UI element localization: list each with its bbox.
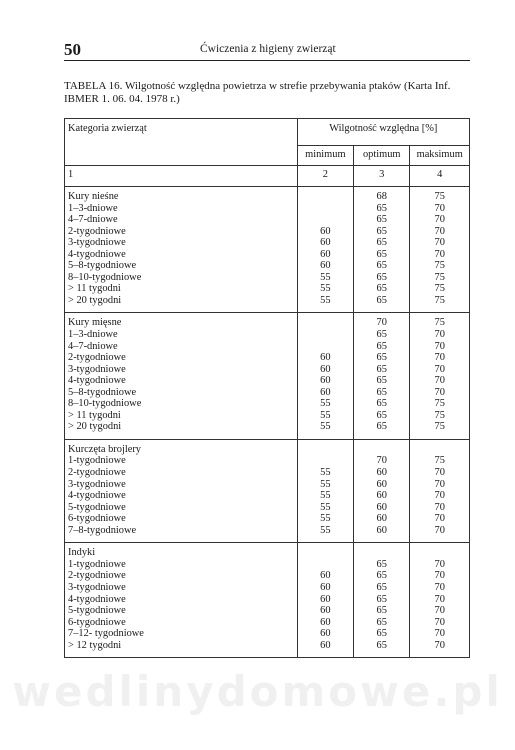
row-label: 3-tygodniowe: [68, 363, 126, 375]
row-value: 65: [376, 398, 387, 410]
row-value: [298, 203, 353, 215]
row-label: 7–12- tygodniowe: [68, 628, 144, 640]
optimum-cell: [354, 313, 410, 439]
row-value: 55: [320, 283, 331, 295]
row-value: 60: [376, 490, 387, 502]
row-value: [298, 341, 353, 353]
row-value: 75: [434, 294, 445, 306]
minimum-cell: [297, 439, 353, 542]
table-group-row: [65, 543, 470, 658]
row-value: [298, 329, 353, 341]
row-value: 55: [320, 271, 331, 283]
row-value: 65: [376, 340, 387, 352]
row-value: 65: [376, 593, 387, 605]
row-value: 65: [376, 352, 387, 364]
table-caption: [64, 80, 470, 106]
row-label: Kury nieśne: [68, 191, 119, 202]
row-value: 65: [376, 271, 387, 283]
row-value: 65: [376, 409, 387, 421]
row-value: [354, 547, 409, 559]
row-value: 70: [434, 581, 445, 593]
row-value: 65: [376, 616, 387, 628]
row-value: 55: [320, 524, 331, 536]
row-value: 70: [434, 570, 445, 582]
row-value: 55: [320, 409, 331, 421]
header-minimum: minimum: [297, 146, 353, 166]
row-value: 70: [434, 386, 445, 398]
row-value: 70: [434, 375, 445, 387]
row-value: 70: [434, 352, 445, 364]
row-value: [298, 559, 353, 571]
row-value: 70: [434, 616, 445, 628]
row-value: 75: [434, 271, 445, 283]
row-value: 65: [376, 639, 387, 651]
row-value: 65: [376, 363, 387, 375]
row-label: 2-tygodniowe: [68, 570, 126, 582]
row-value: 60: [376, 501, 387, 513]
minimum-cell: [297, 187, 353, 313]
header-optimum: optimum: [354, 146, 410, 166]
row-value: [298, 455, 353, 467]
row-label: 1–3-dniowe: [68, 329, 118, 341]
row-value: 70: [434, 558, 445, 570]
table-group-row: [65, 313, 470, 439]
row-value: 55: [320, 478, 331, 490]
row-value: [298, 444, 353, 456]
row-value: 70: [434, 202, 445, 214]
row-value: 75: [434, 317, 445, 329]
row-value: [298, 214, 353, 226]
row-value: 55: [320, 294, 331, 306]
row-value: 75: [434, 260, 445, 272]
row-value: 70: [434, 524, 445, 536]
row-value: 65: [376, 260, 387, 272]
row-label: Indyki: [68, 547, 96, 559]
running-title: Ćwiczenia z higieny zwierząt: [200, 43, 336, 55]
row-label: > 20 tygodni: [68, 421, 122, 433]
row-label: 4-tygodniowe: [68, 375, 126, 387]
row-value: 70: [434, 248, 445, 260]
row-label: Kury mięsne: [68, 317, 122, 329]
row-value: 75: [434, 191, 445, 202]
row-value: 65: [376, 421, 387, 433]
row-label: 5–8-tygodniowe: [68, 386, 137, 398]
row-value: 60: [320, 570, 331, 582]
maximum-cell: [410, 439, 470, 542]
row-value: 60: [320, 628, 331, 640]
row-value: 65: [376, 329, 387, 341]
row-value: 55: [320, 398, 331, 410]
row-value: 70: [434, 490, 445, 502]
row-label: 2-tygodniowe: [68, 467, 126, 479]
row-value: 70: [434, 237, 445, 249]
row-value: 70: [376, 317, 387, 329]
table-group-row: [65, 439, 470, 542]
category-cell: [65, 439, 298, 542]
row-label: > 11 tygodni: [68, 409, 121, 421]
row-value: 60: [376, 524, 387, 536]
row-value: [410, 547, 469, 559]
page-number: 50: [64, 40, 81, 59]
optimum-cell: [354, 187, 410, 313]
row-value: 65: [376, 237, 387, 249]
row-label: > 12 tygodni: [68, 639, 122, 651]
row-value: 70: [434, 340, 445, 352]
header-humidity: Wilgotność względna [%]: [297, 119, 469, 146]
humidity-table: [64, 118, 470, 658]
row-value: 65: [376, 225, 387, 237]
row-label: 5–8-tygodniowe: [68, 260, 137, 272]
row-value: 75: [434, 398, 445, 410]
column-number-row: [65, 166, 470, 187]
row-value: 65: [376, 628, 387, 640]
row-label: 2-tygodniowe: [68, 352, 126, 364]
row-label: > 11 tygodni: [68, 283, 121, 295]
row-value: 60: [320, 593, 331, 605]
row-value: [298, 191, 353, 203]
row-label: 3-tygodniowe: [68, 581, 126, 593]
optimum-cell: [354, 543, 410, 658]
row-value: 55: [320, 513, 331, 525]
row-value: 60: [320, 639, 331, 651]
maximum-cell: [410, 187, 470, 313]
row-value: 65: [376, 605, 387, 617]
category-cell: [65, 187, 298, 313]
row-value: 68: [376, 191, 387, 202]
row-value: 70: [376, 455, 387, 467]
row-value: 70: [434, 467, 445, 479]
row-value: 60: [320, 352, 331, 364]
row-value: 60: [320, 260, 331, 272]
row-value: 65: [376, 202, 387, 214]
header-maximum: maksimum: [410, 146, 470, 166]
row-value: 70: [434, 639, 445, 651]
row-value: 70: [434, 363, 445, 375]
row-label: 1-tygodniowe: [68, 455, 126, 467]
maximum-cell: [410, 543, 470, 658]
category-cell: [65, 543, 298, 658]
row-label: 5-tygodniowe: [68, 501, 126, 513]
row-value: 65: [376, 570, 387, 582]
row-value: 55: [320, 501, 331, 513]
row-value: 60: [320, 616, 331, 628]
row-label: 4–7-dniowe: [68, 340, 118, 352]
row-value: 70: [434, 478, 445, 490]
row-value: 65: [376, 248, 387, 260]
caption-line-2: IBMER 1. 06. 04. 1978 r.): [64, 93, 180, 105]
row-value: 55: [320, 467, 331, 479]
row-value: 70: [434, 329, 445, 341]
header-rule: [64, 60, 470, 61]
row-label: 4-tygodniowe: [68, 490, 126, 502]
row-value: 55: [320, 421, 331, 433]
row-label: 8–10-tygodniowe: [68, 398, 142, 410]
column-number: 2: [297, 166, 353, 187]
row-value: 55: [320, 490, 331, 502]
row-value: [354, 444, 409, 456]
column-number: 1: [65, 166, 298, 187]
row-value: 65: [376, 581, 387, 593]
caption-line-1: TABELA 16. Wilgotność względna powietrza w strefie przebywania ptaków (Karta Inf.: [64, 80, 451, 92]
watermark: wedlinydomowe.pl: [12, 667, 503, 716]
column-number: 3: [354, 166, 410, 187]
row-value: 75: [434, 455, 445, 467]
header-category: Kategoria zwierząt: [65, 119, 298, 166]
row-value: 70: [434, 513, 445, 525]
row-value: [298, 547, 353, 559]
row-value: 60: [320, 248, 331, 260]
row-label: 7–8-tygodniowe: [68, 524, 137, 536]
row-value: 70: [434, 593, 445, 605]
row-value: 70: [434, 605, 445, 617]
row-label: 6-tygodniowe: [68, 616, 126, 628]
row-label: 6-tygodniowe: [68, 513, 126, 525]
table-header-row: [65, 119, 470, 146]
row-label: 1–3-dniowe: [68, 202, 118, 214]
row-label: 3-tygodniowe: [68, 478, 126, 490]
row-value: 75: [434, 283, 445, 295]
row-label: 4-tygodniowe: [68, 248, 126, 260]
row-value: 75: [434, 421, 445, 433]
row-value: 65: [376, 214, 387, 226]
row-value: 60: [320, 375, 331, 387]
row-value: 65: [376, 283, 387, 295]
row-value: 60: [320, 363, 331, 375]
row-value: 75: [434, 409, 445, 421]
optimum-cell: [354, 439, 410, 542]
row-label: 1-tygodniowe: [68, 558, 126, 570]
row-value: 60: [320, 581, 331, 593]
row-value: 60: [376, 467, 387, 479]
table-group-row: [65, 187, 470, 313]
row-label: > 20 tygodni: [68, 294, 122, 306]
row-value: 65: [376, 375, 387, 387]
row-value: 70: [434, 225, 445, 237]
row-value: 70: [434, 628, 445, 640]
row-value: 60: [376, 478, 387, 490]
row-value: 60: [320, 237, 331, 249]
row-value: 65: [376, 558, 387, 570]
column-number: 4: [410, 166, 470, 187]
row-label: 2-tygodniowe: [68, 225, 126, 237]
row-value: [298, 317, 353, 329]
row-value: 60: [376, 513, 387, 525]
category-cell: [65, 313, 298, 439]
row-label: 5-tygodniowe: [68, 605, 126, 617]
minimum-cell: [297, 313, 353, 439]
row-value: 60: [320, 386, 331, 398]
row-value: 70: [434, 214, 445, 226]
minimum-cell: [297, 543, 353, 658]
row-value: 65: [376, 386, 387, 398]
maximum-cell: [410, 313, 470, 439]
row-value: 60: [320, 225, 331, 237]
row-value: 70: [434, 501, 445, 513]
row-label: 3-tygodniowe: [68, 237, 126, 249]
row-label: Kurczęta brojlery: [68, 443, 141, 455]
row-value: 65: [376, 294, 387, 306]
row-label: 8–10-tygodniowe: [68, 271, 142, 283]
row-value: [410, 444, 469, 456]
row-value: 60: [320, 605, 331, 617]
row-label: 4–7-dniowe: [68, 214, 118, 226]
row-label: 4-tygodniowe: [68, 593, 126, 605]
